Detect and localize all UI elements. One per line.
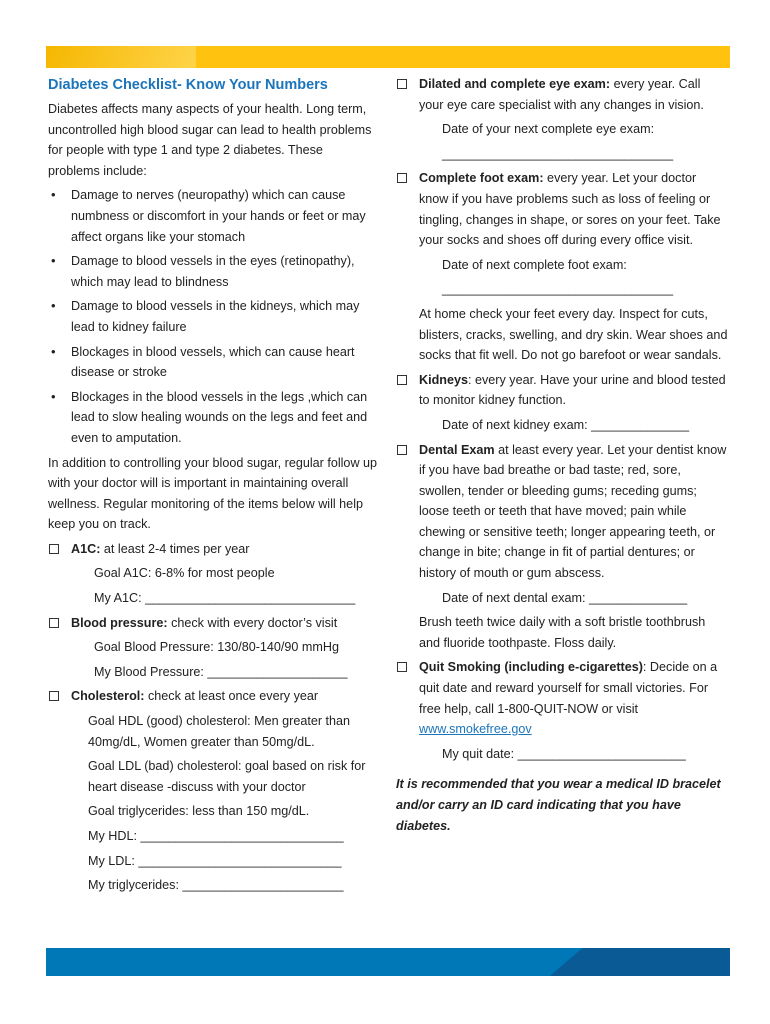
bp-entry[interactable]: My Blood Pressure: ____________________ (94, 664, 348, 679)
ldl-entry[interactable]: My LDL: _____________________________ (88, 853, 342, 868)
list-item: • Blockages in the blood vessels in the legs ,which can lead to slow healing wounds on the legs and feet and even to amputation. (48, 387, 378, 449)
right-column (396, 74, 728, 836)
quit-smoking-checkbox[interactable] (397, 662, 407, 672)
foot-exam-checkbox[interactable] (397, 173, 407, 183)
dental-date-entry[interactable]: Date of next dental exam: ______________ (442, 590, 688, 605)
followup-paragraph: In addition to controlling your blood sugar, regular follow up with your doctor will is important in maintaining overall wellness. Regular monitoring of the items below will help keep you on track. (48, 455, 378, 532)
bottom-banner (46, 948, 730, 976)
list-item: • Damage to blood vessels in the kidneys, which may lead to kidney failure (48, 296, 378, 337)
cholesterol-item (48, 686, 378, 707)
bp-goal: Goal Blood Pressure: 130/80-140/90 mmHg (94, 640, 340, 655)
a1c-goal: Goal A1C: 6-8% for most people (94, 566, 275, 581)
eye-exam-item (396, 74, 728, 115)
hdl-entry[interactable]: My HDL: _____________________________ (88, 829, 344, 843)
a1c-item (48, 539, 378, 560)
eye-exam-text: every year. Call your eye care specialist with any changes in vision. (419, 77, 704, 112)
kidney-date-entry[interactable]: Date of next kidney exam: ______________ (442, 417, 690, 432)
bp-text: check with every doctor’s visit (167, 615, 338, 630)
bp-checkbox[interactable] (49, 618, 59, 628)
bottom-banner-accent (550, 948, 730, 976)
dental-checkbox[interactable] (397, 445, 407, 455)
a1c-text: at least 2-4 times per year (100, 541, 250, 556)
list-item: • Damage to nerves (neuropathy) which can cause numbness or discomfort in your hands or feet or may affect organs like your stomach (48, 185, 378, 247)
quit-smoking-label: Quit Smoking (including e-cigarettes) (419, 660, 643, 675)
foot-exam-date-entry[interactable]: _________________________________ (442, 282, 674, 297)
kidney-text: : every year. Have your urine and blood tested to monitor kidney function. (419, 372, 726, 408)
problems-list (48, 185, 378, 448)
bp-item (48, 613, 378, 634)
cholesterol-label: Cholesterol: (71, 689, 145, 704)
foot-exam-label: Complete foot exam: (419, 171, 544, 186)
foot-exam-item (396, 168, 728, 250)
eye-exam-label: Dilated and complete eye exam: (419, 77, 611, 91)
bp-label: Blood pressure: (71, 615, 168, 630)
top-banner-accent (46, 46, 196, 68)
quit-smoking-text: : Decide on a quit date and reward yourself for small victories. For free help, call 1-800-QUIT-NOW or visit (419, 660, 718, 716)
page-title: Diabetes Checklist- Know Your Numbers (48, 77, 328, 93)
quit-date-entry[interactable]: My quit date: ________________________ (442, 746, 686, 761)
quit-smoking-item (396, 657, 728, 739)
kidney-label: Kidneys (419, 372, 468, 387)
smokefree-link[interactable]: www.smokefree.gov (419, 722, 532, 737)
dental-text: at least every year. Let your dentist know if you have bad breathe or bad taste; red, sore, swollen, tender or bleeding gums; receding gums; loose teeth or teeth that have moved; pain while chewing or sensitive teeth; longer appearing teeth, or change in bite; change in fit of partial dentures; or history of mouth or gum abscess. (419, 442, 727, 581)
intro-paragraph: Diabetes affects many aspects of your health. Long term, uncontrolled high blood sugar can lead to health problems for people with type 1 and type 2 diabetes. These problems include: (48, 102, 372, 178)
dental-item (396, 440, 728, 584)
ldl-goal: Goal LDL (bad) cholesterol: goal based on risk for heart disease -discuss with your doctor (88, 759, 366, 794)
foot-exam-date-label: Date of next complete foot exam: (442, 257, 627, 272)
foot-exam-text: every year. Let your doctor know if you have problems such as loss of feeling or tingling, changes in shape, or sores on your feet. Take your socks and shoes off during every office visit. (419, 171, 721, 248)
list-item: • Damage to blood vessels in the eyes (retinopathy), which may lead to blindness (48, 251, 378, 292)
cholesterol-checkbox[interactable] (49, 691, 59, 701)
dental-brushing-tip: Brush teeth twice daily with a soft bristle toothbrush and fluoride toothpaste. Floss daily. (419, 615, 706, 650)
medical-id-notice: It is recommended that you wear a medical ID bracelet and/or carry an ID card indicating that you have diabetes. (396, 777, 721, 833)
eye-exam-date-entry[interactable]: _________________________________ (442, 146, 674, 161)
triglycerides-goal: Goal triglycerides: less than 150 mg/dL. (88, 804, 310, 819)
kidney-item (396, 370, 728, 411)
hdl-goal: Goal HDL (good) cholesterol: Men greater than 40mg/dL, Women greater than 50mg/dL. (88, 714, 351, 749)
a1c-entry[interactable]: My A1C: ______________________________ (94, 591, 356, 606)
a1c-label: A1C: (71, 541, 101, 556)
eye-exam-checkbox[interactable] (397, 79, 407, 89)
list-item: • Blockages in blood vessels, which can cause heart disease or stroke (48, 342, 378, 383)
foot-home-care: At home check your feet every day. Inspect for cuts, blisters, cracks, swelling, and dry skin. Wear shoes and socks that fit well. Do not go barefoot or wear sandals. (419, 306, 728, 363)
a1c-checkbox[interactable] (49, 544, 59, 554)
left-column (48, 74, 378, 900)
dental-label: Dental Exam (419, 442, 495, 457)
cholesterol-text: check at least once every year (144, 689, 319, 704)
eye-exam-date-label: Date of your next complete eye exam: (442, 122, 655, 137)
kidney-checkbox[interactable] (397, 375, 407, 385)
triglycerides-entry[interactable]: My triglycerides: _______________________ (88, 878, 344, 893)
